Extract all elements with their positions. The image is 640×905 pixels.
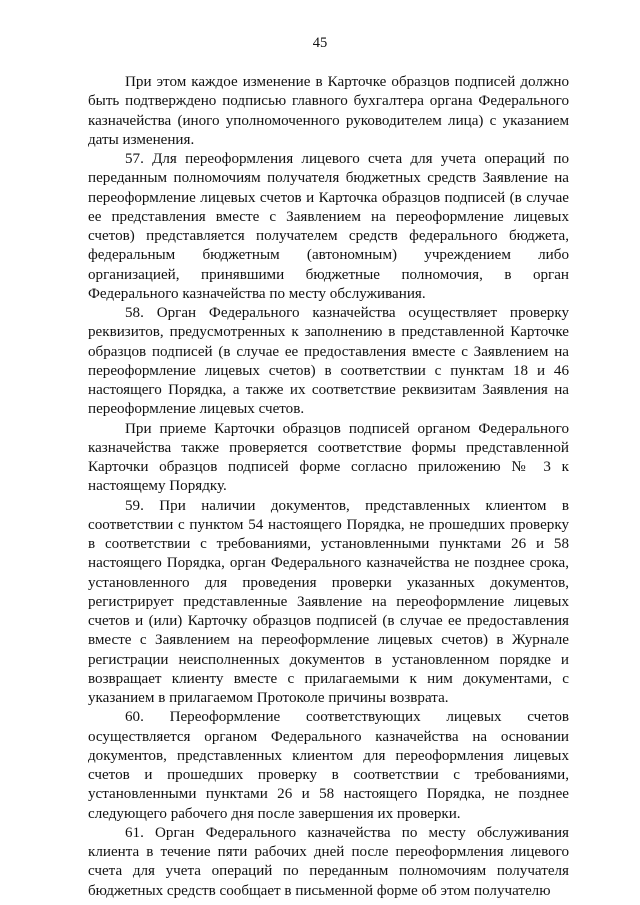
paragraph-60: 60. Переоформление соответствующих лицевых счетов осуществляется органом Федерального казначейства на основании документов, представленных клиентом для переоформления лицевых счетов и прошедших проверку в соответствии с требованиями, установленными пунктами 26 и 58 настоящего Порядка, не позднее следующего рабочего дня после завершения их проверки.	[88, 709, 569, 822]
paragraph-signature-change: При этом каждое изменение в Карточке образцов подписей должно быть подтверждено подписью главного бухгалтера органа Федерального казначейства (иного уполномоченного руководителем лица) с указанием даты изменения.	[88, 74, 569, 148]
page-number: 45	[312, 35, 328, 51]
paragraph-57: 57. Для переоформления лицевого счета для учета операций по переданным полномочиям получателя бюджетных средств Заявление на переоформление лицевых счетов и Карточка образцов подписей (в случае ее представления вместе с Заявлением на переоформление лицевых счетов) представляется получателем средств федерального бюджета, федеральным бюджетным (автономным) учреждением либо организацией, принявшими бюджетные полномочия, в орган Федерального казначейства по месту обслуживания.	[88, 151, 569, 302]
document-body	[88, 73, 569, 901]
paragraph-58: 58. Орган Федерального казначейства осуществляет проверку реквизитов, предусмотренных к заполнению в представленной Карточке образцов подписей (в случае ее предоставления вместе с Заявлением на переоформление лицевых счетов) в соответствии с пунктам 18 и 46 настоящего Порядка, а также их соответствие реквизитам Заявления на переоформление лицевых счетов.	[88, 305, 569, 418]
paragraph-card-acceptance: При приеме Карточки образцов подписей органом Федерального казначейства также проверяется соответствие формы представленной Карточки образцов подписей форме согласно приложению № 3 к настоящему Порядку.	[88, 420, 569, 495]
paragraph-59: 59. При наличии документов, представленных клиентом в соответствии с пунктом 54 настоящего Порядка, не прошедших проверку в соответствии с требованиями, установленными пунктами 26 и 58 настоящего Порядка, орган Федерального казначейства не позднее срока, установленного для проведения проверки указанных документов, регистрирует представленные Заявление на переоформление лицевых счетов и (или) Карточку образцов подписей (в случае ее предоставления вместе с Заявлением на переоформление лицевых счетов) в Журнале регистрации неисполненных документов в установленном порядке и возвращает клиенту вместе с прилагаемыми к ним документами, с указанием в прилагаемом Протоколе причины возврата.	[88, 497, 569, 706]
paragraph-61: 61. Орган Федерального казначейства по месту обслуживания клиента в течение пяти рабочих дней после переоформления лицевого счета для учета операций по переданным полномочиям получателя бюджетных средств сообщает в письменной форме об этом получателю	[88, 824, 569, 899]
